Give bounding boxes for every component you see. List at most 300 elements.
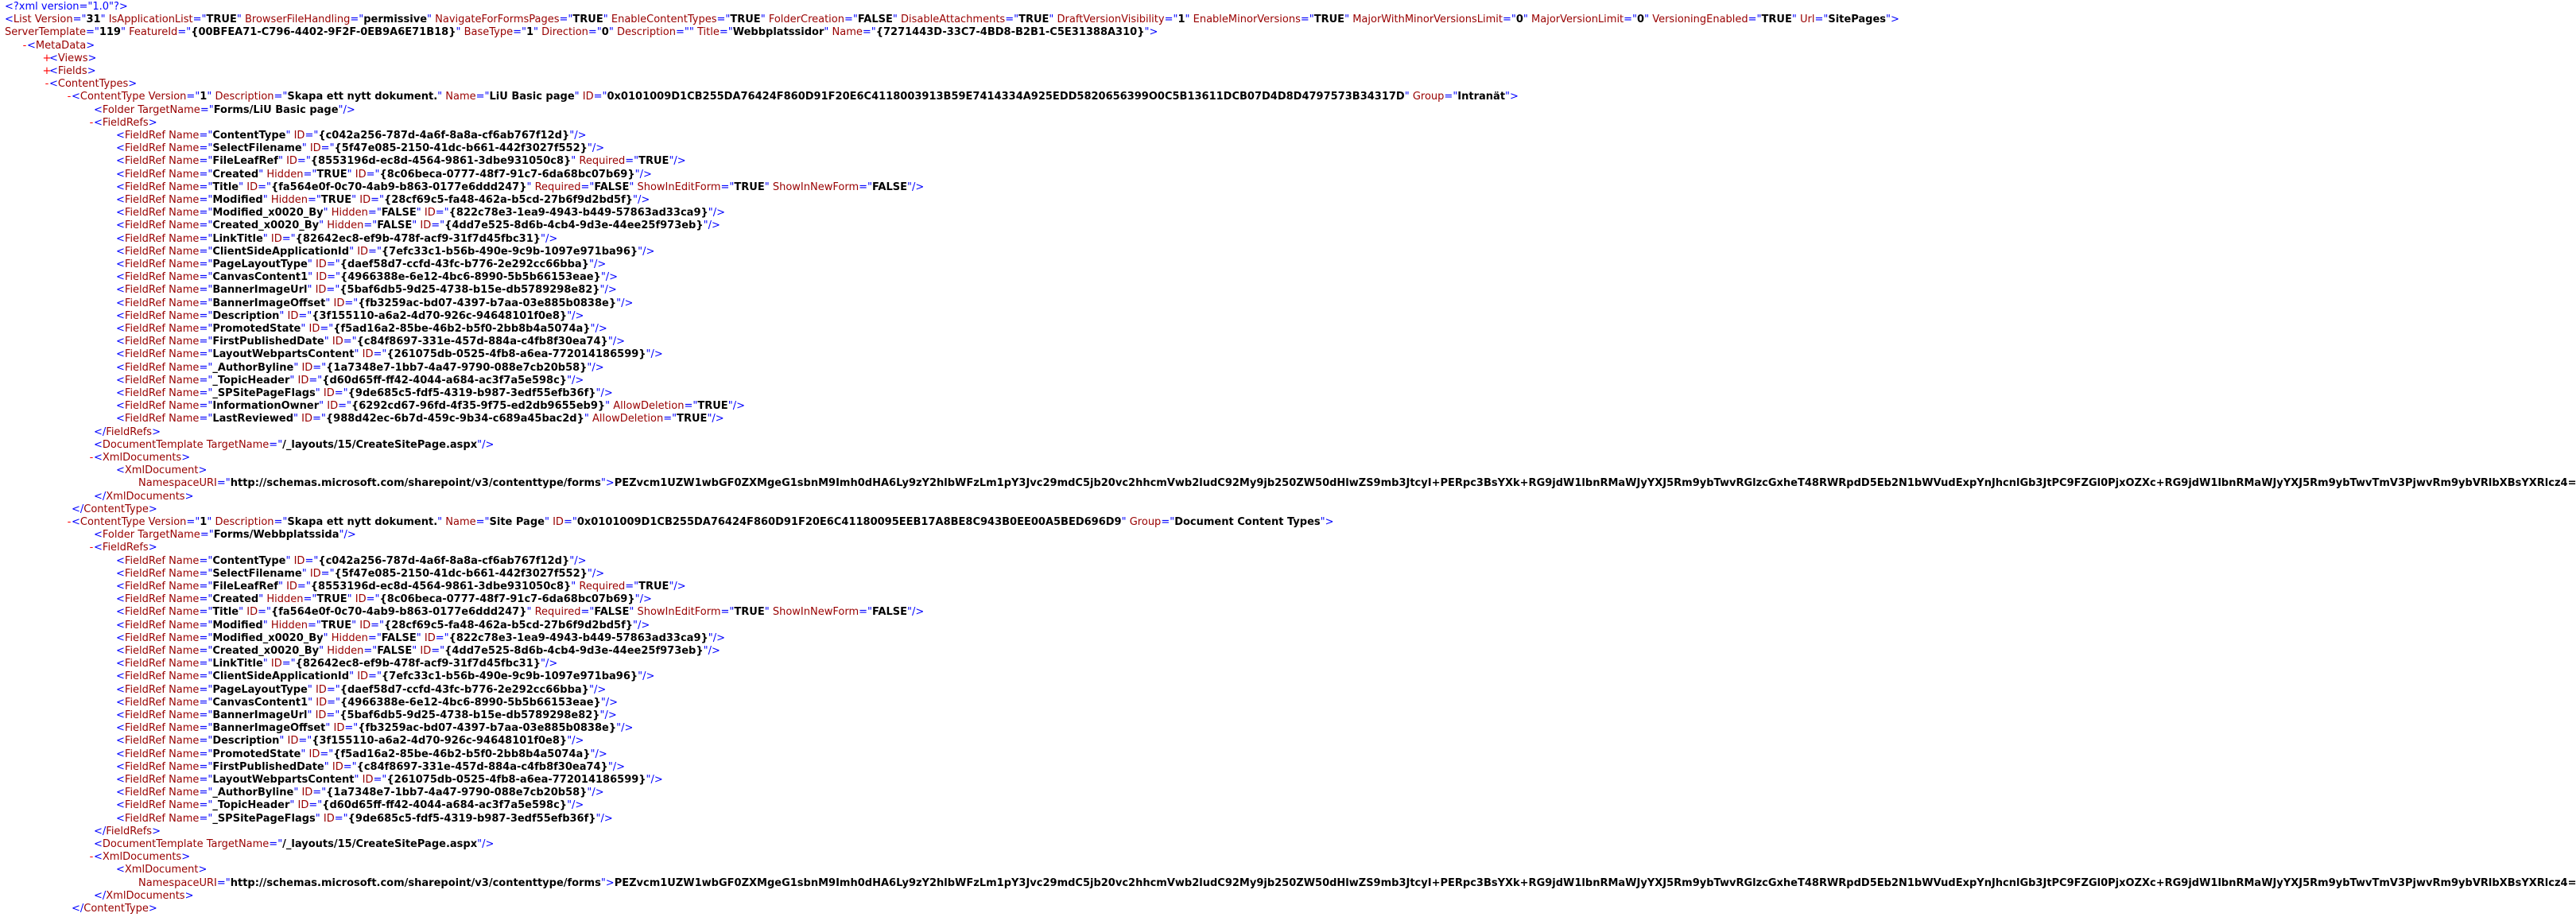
- attribute-value: {82642ec8-ef9b-478f-acf9-31f7d45fbc31}: [295, 658, 541, 670]
- quote: ": [590, 323, 596, 335]
- attribute-value: FirstPublishedDate: [212, 336, 324, 348]
- collapse-toggle-icon[interactable]: -: [89, 851, 94, 864]
- attribute-value: Created: [212, 168, 259, 181]
- attribute-value: TRUE: [320, 194, 352, 206]
- equals-quote: =": [593, 91, 607, 103]
- xml-line: [116, 774, 663, 787]
- attribute-name: ID: [293, 130, 305, 142]
- attribute-value: FALSE: [594, 181, 630, 193]
- xml-line: [94, 838, 494, 851]
- equals-quote: =": [258, 606, 271, 619]
- xml-line: [116, 864, 207, 876]
- attribute-name: EnableContentTypes: [611, 14, 717, 26]
- bracket: <: [116, 194, 125, 206]
- quote: ": [596, 812, 601, 825]
- element-name: FieldRef: [124, 194, 165, 206]
- attribute-value: _SPSitePageFlags: [212, 387, 316, 399]
- attribute-value: Intranät: [1457, 91, 1506, 103]
- quote: ": [324, 336, 329, 348]
- quote: ": [603, 14, 608, 26]
- attribute-name: Description: [215, 91, 274, 103]
- quote: ": [307, 709, 312, 721]
- attribute-name: ID: [301, 361, 313, 374]
- xml-line: [116, 181, 924, 194]
- quote: ": [587, 567, 592, 580]
- quote: ": [616, 722, 622, 735]
- bracket: <: [116, 400, 125, 413]
- attribute-value: {c042a256-787d-4a6f-8a8a-cf6ab767f12d}: [318, 554, 570, 567]
- collapse-toggle-icon[interactable]: -: [67, 91, 72, 103]
- equals-quote: =": [862, 26, 876, 39]
- text-content: PEZvcm1UZW1wbGF0ZXMgeG1sbnM9Imh0dHA6Ly9zY2hlbWFzLm1pY3Jvc29mdC5jb20vc2hhcmVwb2ludC92My9jb250ZW50dHlwZS9mb3JtcyI+PERpc3BsYXk+RG9jdW1lbnRMaWJyYXJ5Rm9ybTwvRGlzcGxheT48RWRpdD5Eb2N1bWVudExpYnJhcnlGb3JtPC9FZGl0PjxOZXc+RG9jdW1lbnRMaWJyYXJ5Rm9ybTwvTmV3PjwvRm9ybVRlbXBsYXRlcz4=: [614, 876, 2576, 889]
- element-name: FieldRefs: [106, 825, 153, 837]
- bracket: />: [572, 309, 584, 322]
- equals-quote: =": [303, 168, 317, 181]
- quote: ": [541, 232, 546, 245]
- quote: ": [533, 26, 539, 39]
- quote: ": [307, 284, 312, 297]
- attribute-value: {daef58d7-ccfd-43fc-b776-2e292cc66bba}: [339, 258, 589, 270]
- xml-line: [94, 104, 355, 117]
- quote: ": [347, 593, 352, 606]
- xml-line: [94, 826, 161, 838]
- attribute-value: BannerImageUrl: [212, 284, 308, 297]
- xml-line: [116, 284, 617, 297]
- equals-quote: =": [199, 799, 213, 812]
- equals-quote: =": [305, 130, 319, 142]
- attribute-name: ID: [286, 155, 297, 168]
- quote: ": [634, 168, 640, 181]
- element-name: FieldRef: [124, 361, 165, 374]
- attribute-value: FALSE: [381, 207, 417, 220]
- attribute-value: {c84f8697-331e-457d-884a-c4fb8f30ea74}: [356, 336, 608, 348]
- equals-quote: =": [366, 593, 380, 606]
- bracket: />: [911, 181, 925, 193]
- quote: ": [567, 374, 572, 387]
- attribute-name: Required: [579, 155, 626, 168]
- attribute-name: Name: [169, 787, 200, 799]
- equals-quote: =": [281, 658, 296, 670]
- bracket: />: [482, 838, 495, 850]
- expand-toggle-icon[interactable]: +: [42, 52, 52, 64]
- bracket: >: [198, 464, 208, 477]
- bracket: </: [94, 889, 107, 902]
- attribute-name: Required: [579, 581, 626, 593]
- quote: ": [588, 683, 594, 696]
- attribute-value: {7efc33c1-b56b-490e-9c9b-1097e971ba96}: [381, 670, 638, 683]
- attribute-name: ID: [333, 722, 345, 735]
- quote: ": [236, 14, 242, 26]
- bracket: >: [87, 52, 97, 64]
- xml-line: [116, 194, 650, 207]
- quote: ": [544, 516, 549, 528]
- quote: ": [571, 581, 576, 593]
- equals-quote: =": [307, 194, 321, 206]
- bracket: <: [94, 452, 103, 464]
- element-name: ContentTypes: [57, 78, 129, 91]
- collapse-toggle-icon[interactable]: -: [89, 452, 94, 464]
- bracket: <: [94, 529, 103, 542]
- equals-quote: =": [363, 645, 378, 657]
- xml-line: [116, 748, 607, 761]
- xml-line: [49, 78, 137, 91]
- attribute-value: LayoutWebpartsContent: [212, 348, 355, 361]
- attribute-name: Hidden: [266, 593, 304, 606]
- bracket: />: [593, 683, 607, 696]
- quote: ": [339, 529, 344, 542]
- attribute-value: {5baf6db5-9d25-4738-b15e-db5789298e82}: [339, 709, 600, 721]
- equals-quote: =": [588, 26, 602, 39]
- attribute-name: Name: [169, 774, 200, 786]
- bracket: />: [612, 336, 626, 348]
- equals-quote: =": [258, 181, 271, 193]
- element-name: FieldRef: [124, 207, 165, 220]
- quote: ": [588, 258, 594, 270]
- attribute-name: ID: [315, 258, 327, 270]
- attribute-value: FileLeafRef: [212, 581, 278, 593]
- attribute-name: Name: [169, 194, 200, 206]
- attribute-name: TargetName: [138, 529, 200, 542]
- bracket: />: [595, 748, 607, 760]
- bracket: >: [198, 864, 208, 876]
- bracket: <: [116, 619, 125, 631]
- bracket: >: [148, 542, 157, 554]
- bracket: <: [94, 542, 103, 554]
- attribute-name: Url: [1799, 14, 1815, 26]
- quote: ": [638, 245, 643, 258]
- equals-quote: =": [199, 413, 213, 425]
- element-name: FieldRefs: [102, 116, 149, 129]
- equals-quote: =": [177, 26, 192, 39]
- xml-line: [72, 503, 157, 516]
- quote: ": [703, 645, 708, 657]
- expand-toggle-icon[interactable]: +: [42, 65, 52, 77]
- xml-line: [116, 258, 606, 271]
- bracket: <: [116, 245, 125, 258]
- collapse-toggle-icon[interactable]: -: [22, 39, 27, 52]
- quote: ": [289, 799, 295, 812]
- quote: ": [315, 387, 320, 399]
- quote: ": [634, 593, 640, 606]
- attribute-name: Name: [169, 658, 200, 670]
- xml-line: [116, 684, 606, 697]
- attribute-value: Skapa ett nytt dokument.: [287, 91, 438, 103]
- attribute-name: ID: [309, 142, 321, 155]
- attribute-name: ID: [316, 271, 328, 284]
- collapse-toggle-icon[interactable]: -: [89, 542, 94, 554]
- attribute-value: {261075db-0525-4fb8-a6ea-772014186599}: [386, 348, 646, 361]
- bracket: >: [148, 903, 157, 915]
- quote: ": [301, 567, 307, 580]
- attribute-value: BannerImageOffset: [212, 722, 326, 735]
- bracket: <: [116, 361, 125, 374]
- bracket: />: [482, 438, 495, 451]
- equals-quote: =": [199, 760, 213, 773]
- bracket: <: [116, 748, 125, 760]
- attribute-name: Name: [169, 748, 200, 760]
- bracket: <: [116, 567, 125, 580]
- element-name: FieldRef: [124, 709, 165, 721]
- quote: ": [207, 91, 212, 103]
- element-name: FieldRef: [124, 155, 165, 168]
- xml-line: [116, 336, 625, 348]
- bracket: <: [116, 774, 125, 786]
- quote: ": [301, 142, 307, 155]
- quote: ": [354, 348, 359, 361]
- xml-line: [116, 722, 633, 735]
- attribute-name: Name: [169, 709, 200, 721]
- quote: ": [764, 181, 770, 193]
- equals-quote: =": [844, 14, 858, 26]
- attribute-value: _SPSitePageFlags: [212, 812, 316, 825]
- attribute-name: ID: [333, 297, 345, 309]
- quote: ": [574, 91, 580, 103]
- bracket: >: [1891, 14, 1899, 26]
- equals-quote: =": [625, 581, 639, 593]
- bracket: <: [116, 323, 125, 335]
- element-name: FieldRef: [124, 271, 165, 284]
- quote: ": [437, 91, 443, 103]
- attribute-value: PromotedState: [212, 323, 301, 335]
- bracket: />: [592, 142, 605, 155]
- attribute-value: ClientSideApplicationId: [212, 670, 350, 683]
- element-name: FieldRef: [124, 400, 165, 413]
- xml-line: [116, 670, 654, 683]
- element-name: Views: [57, 52, 88, 64]
- quote: ": [567, 799, 572, 812]
- attribute-name: Name: [169, 799, 200, 812]
- attribute-name: FolderCreation: [768, 14, 844, 26]
- equals-quote: =": [1444, 91, 1458, 103]
- bracket: />: [673, 581, 686, 593]
- quote: ": [477, 438, 483, 451]
- collapse-toggle-icon[interactable]: -: [67, 516, 72, 528]
- attribute-value: http://schemas.microsoft.com/sharepoint/v3/contenttype/forms: [230, 876, 601, 889]
- quote: ": [437, 516, 443, 528]
- equals-quote: =": [338, 400, 351, 413]
- quote: ": [727, 400, 733, 413]
- element-name: FieldRef: [124, 142, 165, 155]
- attribute-value: {3f155110-a6a2-4d70-926c-94648101f0e8}: [312, 309, 568, 322]
- bracket: <: [116, 207, 125, 220]
- attribute-value: permissive: [363, 14, 428, 26]
- xml-line: [72, 516, 1334, 529]
- quote: ": [569, 130, 575, 142]
- equals-quote: =": [350, 14, 364, 26]
- equals-quote: =": [320, 142, 335, 155]
- element-name: FieldRef: [124, 232, 165, 245]
- quote: ": [629, 181, 634, 193]
- attribute-value: {5baf6db5-9d25-4738-b15e-db5789298e82}: [339, 284, 600, 297]
- bracket: >: [128, 78, 138, 91]
- quote: ": [633, 194, 638, 206]
- quote: ": [1144, 26, 1150, 39]
- equals-quote: =": [199, 645, 213, 657]
- attribute-name: ID: [309, 567, 321, 580]
- collapse-toggle-icon[interactable]: -: [89, 116, 94, 129]
- attribute-name: Name: [169, 142, 200, 155]
- equals-quote: =": [269, 438, 283, 451]
- attribute-value: SelectFilename: [212, 142, 302, 155]
- equals-quote: =": [475, 91, 490, 103]
- equals-quote: =": [199, 670, 213, 683]
- bracket: />: [638, 619, 650, 631]
- quote: ": [760, 14, 766, 26]
- bracket: <: [116, 297, 125, 309]
- quote: ": [600, 477, 606, 490]
- attribute-name: EnableMinorVersions: [1193, 14, 1301, 26]
- attribute-value: 1: [1177, 14, 1185, 26]
- bracket: <: [94, 103, 103, 116]
- bracket: />: [911, 606, 925, 619]
- quote: ": [633, 619, 638, 631]
- quote: ": [646, 348, 651, 361]
- attribute-name: Name: [169, 387, 200, 399]
- attribute-value: {28cf69c5-fa48-462a-b5cd-27b6f9d2bd5f}: [384, 619, 634, 631]
- attribute-name: ID: [420, 220, 432, 232]
- xml-line: [116, 632, 725, 645]
- attribute-value: TRUE: [734, 606, 765, 619]
- attribute-value: TRUE: [1313, 14, 1345, 26]
- bracket: />: [712, 413, 724, 425]
- bracket: <: [116, 336, 125, 348]
- equals-quote: =": [720, 606, 735, 619]
- attribute-value: ClientSideApplicationId: [212, 245, 350, 258]
- attribute-name: ID: [315, 284, 327, 297]
- attribute-value: FALSE: [594, 606, 630, 619]
- bracket: <: [116, 142, 125, 155]
- quote: ": [262, 658, 268, 670]
- element-name: ContentType: [80, 516, 145, 528]
- element-name: FieldRef: [124, 309, 165, 322]
- quote: ": [689, 26, 694, 39]
- quote: ": [308, 696, 313, 709]
- bracket: <: [116, 683, 125, 696]
- attribute-name: Hidden: [331, 631, 368, 644]
- attribute-value: http://schemas.microsoft.com/sharepoint/v3/contenttype/forms: [230, 477, 601, 490]
- bracket: />: [673, 155, 686, 168]
- attribute-value: 0: [1637, 14, 1645, 26]
- attribute-name: Name: [169, 232, 200, 245]
- xml-line: [116, 645, 720, 658]
- attribute-value: {988d42ec-6b7d-459c-9b34-c689a45bac2d}: [325, 413, 584, 425]
- element-name: FieldRef: [124, 348, 165, 361]
- equals-quote: =": [200, 529, 214, 542]
- attribute-value: Document Content Types: [1174, 516, 1321, 528]
- attribute-name: ID: [359, 194, 371, 206]
- xml-line: [116, 787, 604, 799]
- quote: ": [599, 709, 605, 721]
- quote: ": [315, 812, 320, 825]
- quote: ": [669, 155, 674, 168]
- element-name: FieldRef: [124, 130, 165, 142]
- equals-quote: =": [326, 284, 340, 297]
- attribute-name: Hidden: [270, 194, 308, 206]
- equals-quote: =": [326, 709, 340, 721]
- attribute-name: ID: [297, 799, 309, 812]
- attribute-name: Name: [832, 26, 863, 39]
- bracket: </: [72, 503, 84, 515]
- bracket: <: [116, 130, 125, 142]
- equals-quote: =": [216, 477, 231, 490]
- quote: ": [1644, 14, 1650, 26]
- attribute-name: Description: [616, 26, 676, 39]
- equals-quote: =": [199, 194, 213, 206]
- attribute-value: _AuthorByline: [212, 787, 294, 799]
- equals-quote: =": [199, 658, 213, 670]
- xml-line: [116, 130, 586, 142]
- attribute-name: Name: [169, 631, 200, 644]
- quote: ": [587, 361, 592, 374]
- quote: ": [323, 207, 328, 220]
- attribute-name: NamespaceURI: [138, 477, 217, 490]
- attribute-value: {1a7348e7-1bb7-4a47-9790-088e7cb20b58}: [326, 787, 588, 799]
- attribute-value: 0x0101009D1CB255DA76424F860D91F20E6C41180095EEB17A8BE8C943B0EE00A5BED696D9: [576, 516, 1122, 528]
- bracket: >: [184, 889, 194, 902]
- xml-line: [116, 735, 584, 748]
- equals-quote: =": [475, 516, 490, 528]
- attribute-value: Description: [212, 309, 280, 322]
- quote: ": [100, 14, 106, 26]
- equals-quote: =": [199, 336, 213, 348]
- attribute-value: Modified_x0020_By: [212, 631, 324, 644]
- element-name: FieldRef: [124, 297, 165, 309]
- equals-quote: =": [199, 323, 213, 335]
- quote: ": [1791, 14, 1797, 26]
- element-name: FieldRefs: [102, 542, 149, 554]
- bracket: />: [574, 554, 587, 567]
- attribute-name: ID: [553, 516, 564, 528]
- attribute-value: Modified: [212, 619, 263, 631]
- bracket: />: [572, 799, 584, 812]
- quote: ": [307, 683, 312, 696]
- element-name: FieldRef: [124, 593, 165, 606]
- attribute-value: {8c06beca-0777-48f7-91c7-6da68bc07b69}: [379, 593, 635, 606]
- attribute-name: Title: [696, 26, 720, 39]
- quote: ": [279, 735, 285, 748]
- xml-line: [116, 606, 924, 619]
- equals-quote: =": [580, 606, 595, 619]
- bracket: <: [116, 413, 125, 425]
- attribute-value: CanvasContent1: [212, 696, 308, 709]
- equals-quote: =": [85, 26, 99, 39]
- attribute-name: ID: [315, 683, 327, 696]
- attribute-value: TRUE: [1761, 14, 1792, 26]
- element-name: XmlDocuments: [106, 889, 185, 902]
- element-name: Fields: [57, 65, 87, 77]
- quote: ": [600, 876, 606, 889]
- bracket: />: [621, 297, 634, 309]
- attribute-name: BaseType: [464, 26, 514, 39]
- quote: ": [607, 760, 613, 773]
- quote: ": [262, 619, 268, 631]
- quote: ": [569, 554, 575, 567]
- bracket: <: [116, 760, 125, 773]
- bracket: <: [116, 631, 125, 644]
- quote: ": [590, 748, 596, 760]
- xml-line: [27, 40, 95, 52]
- attribute-value: LiU Basic page: [489, 91, 575, 103]
- attribute-value: CanvasContent1: [212, 271, 308, 284]
- attribute-value: Skapa ett nytt dokument.: [287, 516, 438, 528]
- attribute-value: FirstPublishedDate: [212, 760, 324, 773]
- attribute-name: Name: [169, 284, 200, 297]
- equals-quote: =": [72, 14, 87, 26]
- attribute-name: ID: [332, 760, 343, 773]
- collapse-toggle-icon[interactable]: -: [45, 78, 49, 91]
- xml-line: [94, 851, 190, 864]
- xml-line: [5, 26, 1158, 39]
